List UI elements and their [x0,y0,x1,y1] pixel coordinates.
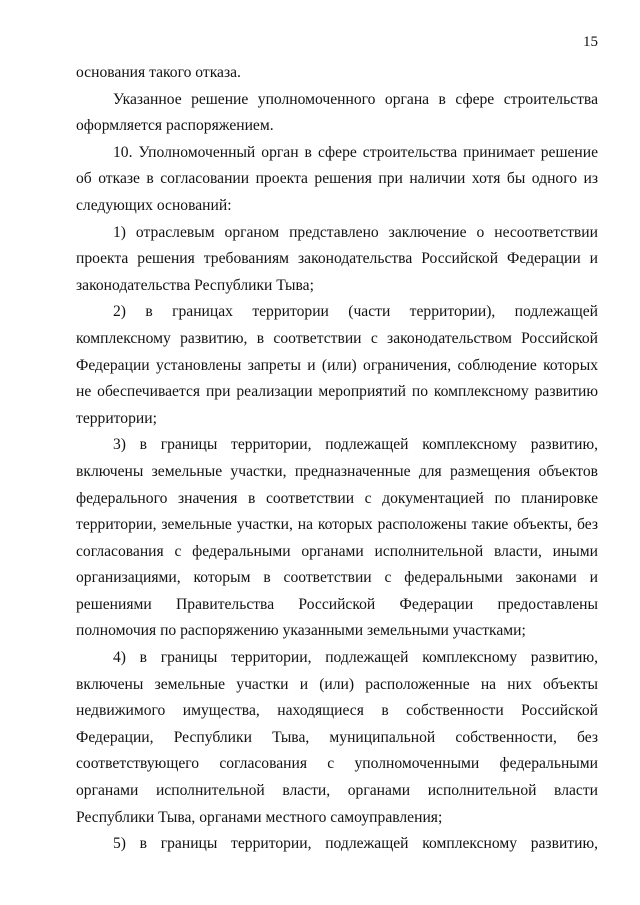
paragraph-continuation: основания такого отказа. [76,64,241,81]
paragraph-subitem-5: 5) в границы территории, подлежащей комплексному развитию, [113,835,598,853]
paragraph-decision-form: Указанное решение уполномоченного органа в сфере строительства оформляется распоряжением. [76,90,598,135]
paragraph-subitem-2: 2) в границах территории (части территории), подлежащей комплексному развитию, в соответствии с законодательством Российской Федерации установлены запреты и (или) ограничения, соблюдение которых не обеспечивается при реализации мероприятий по комплексному развитию территории; [76,303,598,427]
document-body [76,60,598,858]
paragraph-subitem-3: 3) в границы территории, подлежащей комплексному развитию, включены земельные участки, предназначенные для размещения объектов федерального значения в соответствии с документацией по планировке территории, земельные участки, на которых расположены такие объекты, без согласования с федеральными органами исполнительной власти, иными организациями, которым в соответствии с федеральными законами и решениями Правительства Российской Федерации предоставлены полномочия по распоряжению указанными земельными участками; [76,436,598,640]
paragraph-item-10: 10. Уполномоченный орган в сфере строительства принимает решение об отказе в согласовании проекта решения при наличии хотя бы одного из следующих оснований: [76,143,598,214]
page-number: 15 [583,34,598,50]
paragraph-subitem-1: 1) отраслевым органом представлено заключение о несоответствии проекта решения требованиям законодательства Российской Федерации и законодательства Республики Тыва; [76,223,598,294]
paragraph-subitem-4: 4) в границы территории, подлежащей комплексному развитию, включены земельные участки и (или) расположенные на них объекты недвижимого имущества, находящиеся в собственности Российской Федерации, Республики Тыва, муниципальной собственности, без соответствующего согласования с уполномоченными федеральными органами исполнительной власти, органами исполнительной власти Республики Тыва, органами местного самоуправления; [76,649,598,826]
